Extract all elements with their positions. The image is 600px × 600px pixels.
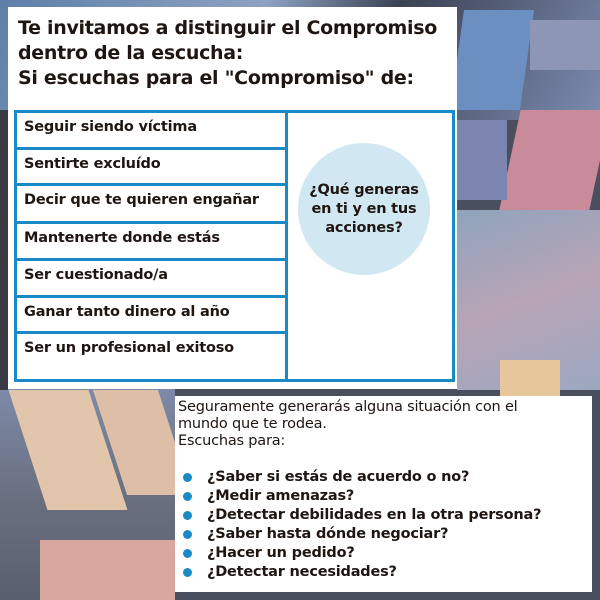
column-divider bbox=[285, 113, 288, 379]
list-item bbox=[175, 506, 541, 525]
top-panel bbox=[8, 7, 457, 389]
intro-line-1: Seguramente generarás alguna situación con el bbox=[178, 399, 518, 415]
list-item-text: ¿Detectar debilidades en la otra persona? bbox=[207, 507, 542, 523]
table-row bbox=[17, 261, 285, 298]
table-row bbox=[17, 334, 285, 379]
row-label: Decir que te quieren engañar bbox=[24, 192, 259, 208]
bg-block bbox=[530, 20, 600, 70]
bottom-panel bbox=[175, 396, 592, 592]
row-label: Ser cuestionado/a bbox=[24, 267, 168, 283]
bg-block bbox=[0, 110, 8, 390]
bg-block bbox=[499, 110, 600, 210]
bg-block bbox=[500, 360, 560, 396]
list-item-text: ¿Hacer un pedido? bbox=[207, 545, 355, 561]
list-item-text: ¿Saber hasta dónde negociar? bbox=[207, 526, 449, 542]
compromiso-table bbox=[14, 110, 455, 382]
intro-line-3: Escuchas para: bbox=[178, 433, 286, 449]
row-label: Ser un profesional exitoso bbox=[24, 340, 234, 356]
table-row bbox=[17, 298, 285, 334]
escuchas-list bbox=[175, 468, 541, 582]
row-label: Mantenerte donde estás bbox=[24, 230, 220, 246]
row-label: Sentirte excluído bbox=[24, 156, 161, 172]
list-item-text: ¿Detectar necesidades? bbox=[207, 564, 397, 580]
circle-question-text: ¿Qué generas en ti y en tus acciones? bbox=[309, 181, 419, 236]
bg-block bbox=[450, 10, 534, 110]
table-row bbox=[17, 224, 285, 261]
list-item bbox=[175, 563, 541, 582]
bullet-icon bbox=[183, 549, 192, 558]
title-line-1: Te invitamos a distinguir el Compromiso bbox=[18, 17, 437, 39]
table-row bbox=[17, 186, 285, 224]
list-item bbox=[175, 487, 541, 506]
list-item-text: ¿Saber si estás de acuerdo o no? bbox=[207, 469, 470, 485]
intro-text bbox=[178, 399, 518, 450]
list-item bbox=[175, 544, 541, 563]
list-item bbox=[175, 468, 541, 487]
title-line-2: dentro de la escucha: bbox=[18, 42, 244, 64]
bg-block bbox=[457, 120, 507, 200]
bullet-icon bbox=[183, 568, 192, 577]
list-item-text: ¿Medir amenazas? bbox=[207, 488, 355, 504]
list-item bbox=[175, 525, 541, 544]
title-line-3: Si escuchas para el "Compromiso" de: bbox=[18, 67, 414, 89]
intro-line-2: mundo que te rodea. bbox=[178, 416, 327, 432]
table-row bbox=[17, 113, 285, 150]
bullet-icon bbox=[183, 492, 192, 501]
question-circle bbox=[298, 143, 430, 275]
bullet-icon bbox=[183, 511, 192, 520]
bullet-icon bbox=[183, 473, 192, 482]
page-title bbox=[18, 16, 437, 91]
bg-block bbox=[40, 540, 175, 600]
table-row bbox=[17, 150, 285, 186]
compromiso-list bbox=[17, 113, 285, 379]
row-label: Ganar tanto dinero al año bbox=[24, 304, 230, 320]
bullet-icon bbox=[183, 530, 192, 539]
row-label: Seguir siendo víctima bbox=[24, 119, 197, 135]
